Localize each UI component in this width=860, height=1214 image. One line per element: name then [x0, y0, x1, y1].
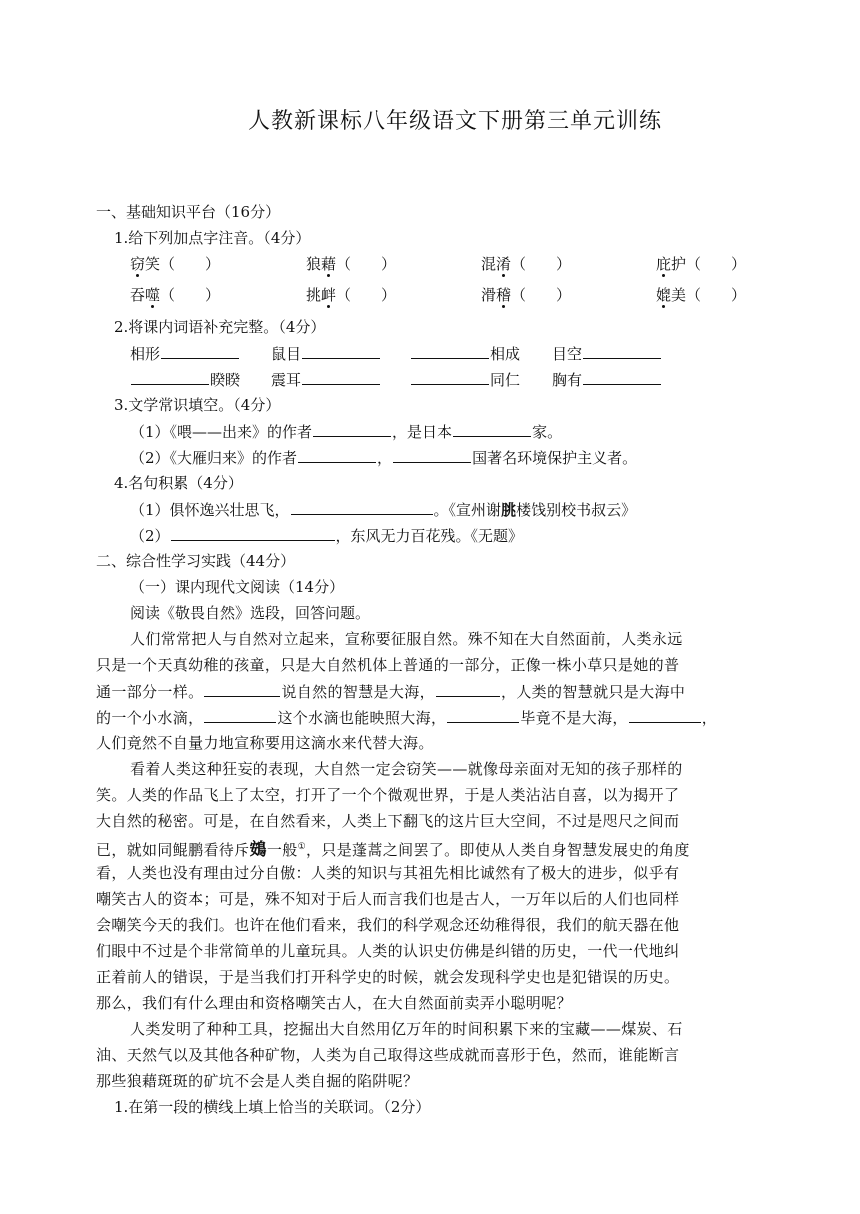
word-fill: 目空: [552, 342, 662, 365]
pinyin-item: 狼藉（ ）: [306, 255, 397, 273]
literature-fill: （1）《喂——出来》的作者 ，是日本 家。: [130, 420, 562, 443]
pinyin-item: 滑稽（ ）: [481, 286, 572, 304]
passage-line: 看，人类也没有理由过分自傲：人类的知识与其祖先相比诚然有了极大的进步，似乎有: [96, 864, 680, 882]
pinyin-item: 庇护（ ）: [656, 255, 747, 273]
passage-line: 人们竟然不自量力地宣称要用这滴水来代替大海。: [96, 734, 434, 752]
connective-blank[interactable]: [447, 706, 519, 723]
connective-blank[interactable]: [204, 680, 280, 697]
pinyin-item: 吞噬（ ）: [130, 286, 221, 304]
answer-blank[interactable]: [411, 342, 489, 359]
literature-fill: （2）《大雁归来》的作者 ， 国著名环境保护主义者。: [130, 446, 637, 469]
subsection-heading: （一）课内现代文阅读（14分）: [130, 578, 345, 596]
word-fill: 相成: [410, 342, 520, 365]
answer-blank[interactable]: [393, 446, 471, 463]
pinyin-item: 挑衅（ ）: [306, 286, 397, 304]
question-stem: 4.名句积累（4分）: [114, 474, 243, 492]
question-stem: 3.文学常识填空。（4分）: [114, 396, 281, 414]
passage-line: 人们常常把人与自然对立起来，宣称要征服自然。殊不知在大自然面前，人类永远: [130, 630, 683, 648]
word-fill: 震耳: [271, 368, 381, 391]
passage-line: 那些狼藉斑斑的矿坑不会是人类自掘的陷阱呢？: [96, 1072, 419, 1090]
page-title: 人教新课标八年级语文下册第三单元训练: [247, 109, 662, 134]
passage-line: 笑。人类的作品飞上了太空，打开了一个个微观世界，于是人类沾沾自喜，以为揭开了: [96, 786, 680, 804]
word-fill: 睽睽: [130, 368, 240, 391]
word-fill: 同仁: [410, 368, 520, 391]
answer-blank[interactable]: [131, 368, 209, 385]
answer-blank[interactable]: [583, 368, 661, 385]
reading-instruction: 阅读《敬畏自然》选段，回答问题。: [130, 604, 371, 622]
passage-line: 已，就如同鲲鹏看待斥鴳一般①，只是蓬蒿之间罢了。即使从人类自身智慧发展史的角度: [96, 840, 690, 860]
passage-line: 通一部分一样。 说自然的智慧是大海， ，人类的智慧就只是大海中: [96, 680, 685, 703]
question-stem: 2.将课内词语补充完整。（4分）: [114, 318, 326, 336]
passage-line: 人类发明了种种工具，挖掘出大自然用亿万年的时间积累下来的宝藏——煤炭、石: [130, 1020, 683, 1038]
footnote-marker[interactable]: ①: [297, 842, 306, 852]
poem-fill: （2） ，东风无力百花残。《无题》: [130, 524, 523, 547]
answer-blank[interactable]: [302, 368, 380, 385]
answer-blank[interactable]: [411, 368, 489, 385]
connective-blank[interactable]: [204, 706, 276, 723]
passage-line: 嘲笑古人的资本；可是，殊不知对于后人而言我们也是古人，一万年以后的人们也同样: [96, 890, 680, 908]
section-heading: 二、综合性学习实践（44分）: [96, 552, 296, 570]
passage-line: 会嘲笑今天的我们。也许在他们看来，我们的科学观念还幼稚得很，我们的航天器在他: [96, 916, 680, 934]
passage-line: 那么，我们有什么理由和资格嘲笑古人，在大自然面前卖弄小聪明呢？: [96, 994, 572, 1012]
connective-blank[interactable]: [629, 706, 701, 723]
passage-line: 油、天然气以及其他各种矿物，人类为自己取得这些成就而喜形于色，然而，谁能断言: [96, 1046, 680, 1064]
passage-line: 看着人类这种狂妄的表现，大自然一定会窃笑——就像母亲面对无知的孩子那样的: [130, 760, 683, 778]
passage-line: 们眼中不过是个非常简单的儿童玩具。人类的认识史仿佛是纠错的历史，一代一代地纠: [96, 942, 680, 960]
pinyin-item: 窃笑（ ）: [130, 255, 221, 273]
section-heading: 一、基础知识平台（16分）: [96, 203, 281, 221]
answer-blank[interactable]: [583, 342, 661, 359]
pinyin-item: 媲美（ ）: [656, 286, 747, 304]
pinyin-item: 混淆（ ）: [481, 255, 572, 273]
answer-blank[interactable]: [161, 342, 239, 359]
passage-line: 只是一个天真幼稚的孩童，只是大自然机体上普通的一部分，正像一株小草只是她的普: [96, 656, 680, 674]
answer-blank[interactable]: [171, 524, 335, 541]
passage-line: 大自然的秘密。可是，在自然看来，人类上下翻飞的这片巨大空间，不过是咫尺之间而: [96, 812, 680, 830]
answer-blank[interactable]: [291, 498, 433, 515]
question-stem: 1.给下列加点字注音。（4分）: [114, 229, 311, 247]
answer-blank[interactable]: [298, 446, 376, 463]
passage-line: 的一个小水滴， 这个水滴也能映照大海， 毕竟不是大海， ，: [96, 706, 717, 729]
word-fill: 相形: [130, 342, 240, 365]
poem-fill: （1）俱怀逸兴壮思飞， 。《宣州谢朓楼饯别校书叔云》: [130, 498, 636, 521]
passage-line: 正着前人的错误，于是当我们打开科学史的时候，就会发现科学史也是犯错误的历史。: [96, 968, 680, 986]
answer-blank[interactable]: [313, 420, 391, 437]
answer-blank[interactable]: [302, 342, 380, 359]
answer-blank[interactable]: [453, 420, 531, 437]
question-stem: 1.在第一段的横线上填上恰当的关联词。（2分）: [114, 1098, 431, 1116]
word-fill: 胸有: [552, 368, 662, 391]
connective-blank[interactable]: [436, 680, 500, 697]
word-fill: 鼠目: [271, 342, 381, 365]
